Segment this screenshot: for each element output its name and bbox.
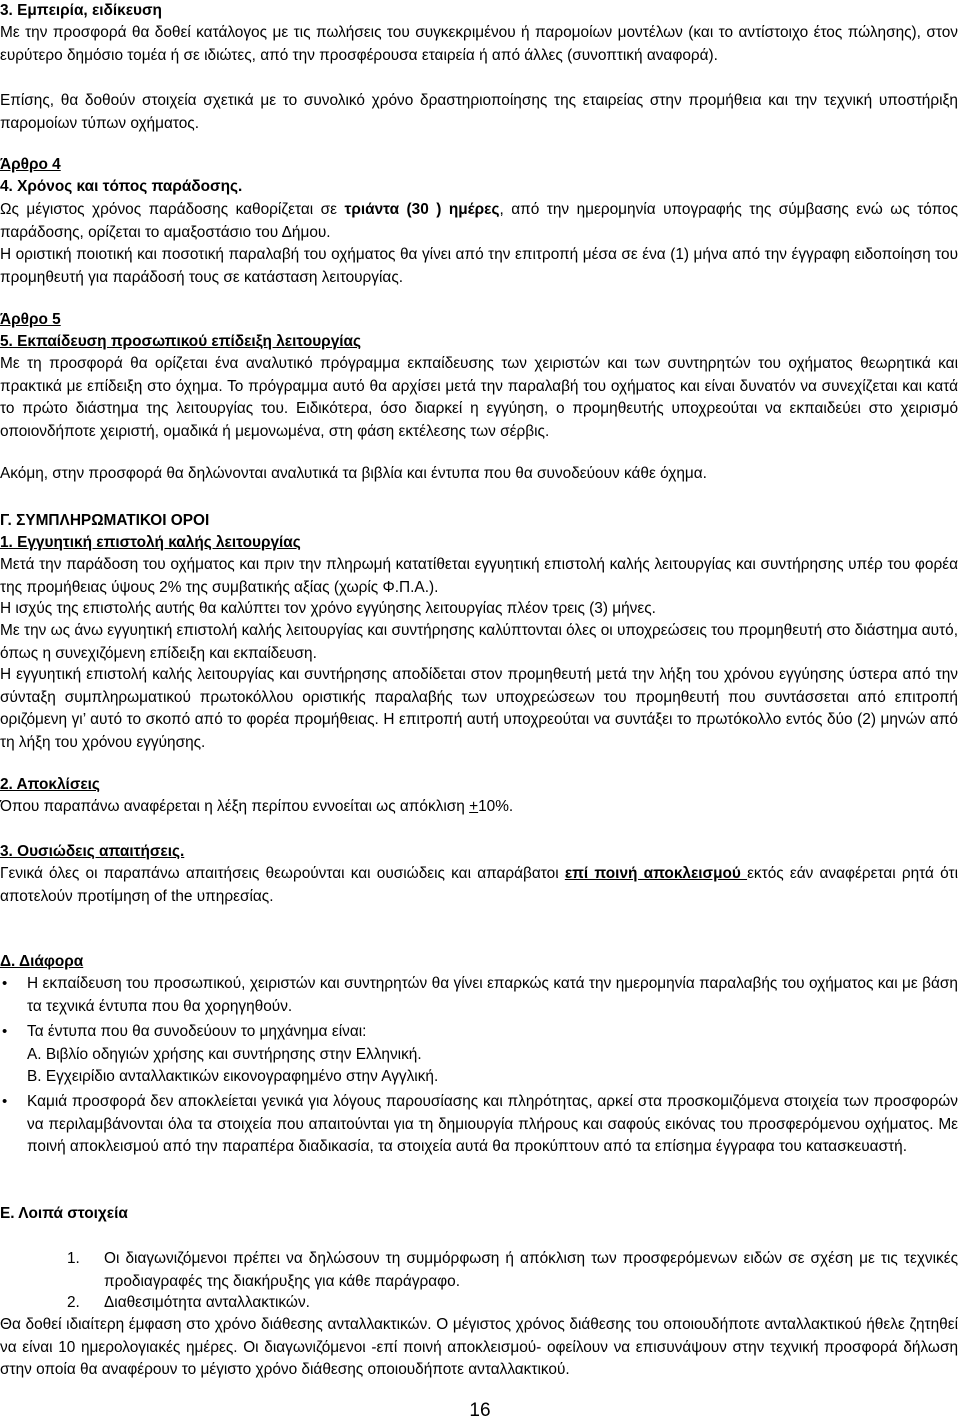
- guarantee-paragraph-2: Η ισχύς της επιστολής αυτής θα καλύπτει τον χρόνο εγγύησης λειτουργίας πλέον τρεις (3) μήνες.: [0, 600, 656, 617]
- essential-pre: Γενικά όλες οι παραπάνω απαιτήσεις θεωρούνται και ουσιώδεις και απαράβατοι: [0, 865, 565, 882]
- article-5-paragraph-2: Ακόμη, στην προσφορά θα δηλώνονται αναλυτικά τα βιβλία και έντυπα που θα συνοδεύουν κάθε όχημα.: [0, 465, 707, 482]
- list-item: [0, 973, 958, 1018]
- bullet-icon: •: [2, 1093, 8, 1110]
- bullet-icon: •: [2, 975, 8, 992]
- list-item: [0, 1021, 958, 1089]
- article-4-p1-post: , από την ημερομηνία υπογραφής της σύμβασης ενώ ως τόπος παράδοσης, ορίζεται το αμαξοστάσιο του Δήμου.: [0, 201, 959, 241]
- article-4-p1-pre: Ως μέγιστος χρόνος παράδοσης καθορίζεται σε: [0, 201, 345, 218]
- essential-post: εκτός εάν αναφέρεται ρητά ότι αποτελούν προτίμηση of the υπηρεσίας.: [0, 865, 958, 905]
- essential-requirements-title: 3. Ουσιώδεις απαιτήσεις.: [0, 843, 185, 860]
- article-5-label: Άρθρο 5: [0, 311, 61, 328]
- training-bullet: Η εκπαίδευση του προσωπικού, χειριστών και συντηρητών θα γίνει επαρκώς κατά την ημερομηνία παραλαβής του οχήματος και με βάση τα τεχνικά έντυπα που θα χορηγηθούν.: [27, 975, 958, 1015]
- essential-requirements-paragraph: [0, 863, 958, 908]
- section-g-heading: Γ. ΣΥΜΠΛΗΡΩΜΑΤΙΚΟΙ ΟΡΟΙ: [0, 512, 210, 529]
- section-3-paragraph-1: Με την προσφορά θα δοθεί κατάλογος με τις πωλήσεις του συγκεκριμένου ή παρομοίων μοντέλων (και το αντίστοιχο έτος πώλησης), στον ευρύτερο δημόσιο τομέα ή σε ιδιώτες, από την προσφέρουσα εταιρεία ή από άλλες (συνοπτική αναφορά).: [0, 24, 958, 64]
- deviations-title: 2. Αποκλίσεις: [0, 776, 100, 793]
- section-3-heading: 3. Εμπειρία, ειδίκευση: [0, 2, 162, 19]
- deviations-percent: 10%.: [478, 798, 514, 815]
- article-5-title: 5. Εκπαίδευση προσωπικού επίδειξη λειτουργίας: [0, 333, 361, 350]
- article-4-label: Άρθρο 4: [0, 156, 61, 173]
- article-4-paragraph-2: Η οριστική ποιοτική και ποσοτική παραλαβή του οχήματος θα γίνει από την επιτροπή μέσα σε ένα (1) μήνα από την έγγραφη ειδοποίηση του προμηθευτή για παράδοσή τους σε κατάσταση λειτουργίας.: [0, 246, 958, 286]
- article-4-title: 4. Χρόνος και τόπος παράδοσης.: [0, 178, 243, 195]
- article-5-paragraph-1: Με τη προσφορά θα ορίζεται ένα αναλυτικό πρόγραμμα εκπαίδευσης των χειριστών και των συντηρητών του οχήματος θεωρητικά και πρακτικά με επίδειξη στο όχημα. Το πρόγραμμα αυτό θα αρχίσει μετά την παραλαβή του οχήματος και είναι δυνατόν να συνεχίζεται και κατά το πρώτο διάστημα της λειτουργίας του. Ειδικότερα, όσο διαρκεί η εγγύηση, ο προμηθευτής υποχρεούται να εκπαιδεύει στο χειρισμό οποιονδήποτε χειριστή, ομαδικά ή μεμονωμένα, στη φάση εκτέλεσης των σέρβις.: [0, 355, 958, 440]
- spare-parts-item: Διαθεσιμότητα ανταλλακτικών.: [104, 1294, 310, 1311]
- offers-bullet: Καμιά προσφορά δεν αποκλείεται γενικά για λόγους παρουσίασης και πληρότητας, αρκεί στα προσκομιζόμενα στοιχεία των προσφορών να περιλαμβάνονται όλα τα στοιχεία που απαιτούνται για τη δημιουργία πλήρους και σαφούς εικόνας του προσφερόμενου οχήματος. Με ποινή αποκλεισμού από την παραπέρα διαδικασία, τα στοιχεία αυτά θα προκύπτουν από τα επίσημα έγγραφα του κατασκευαστή.: [27, 1093, 958, 1155]
- plus-minus-sign: +: [469, 798, 479, 815]
- deviations-text: Όπου παραπάνω αναφέρεται η λέξη περίπου εννοείται ως απόκλιση: [0, 798, 470, 815]
- manual-item-b: Β. Εγχειρίδιο ανταλλακτικών εικονογραφημένο στην Αγγλική.: [27, 1068, 439, 1085]
- compliance-item: Οι διαγωνιζόμενοι πρέπει να δηλώσουν τη συμμόρφωση ή απόκλιση των προσφερόμενων ειδών σε σχέση με τις τεχνικές προδιαγραφές της διακήρυξης για κάθε παράγραφο.: [104, 1250, 958, 1290]
- manuals-bullet: Τα έντυπα που θα συνοδεύουν το μηχάνημα είναι:: [27, 1023, 367, 1040]
- delivery-days: τριάντα (30 ) ημέρες: [344, 201, 500, 218]
- list-item: [0, 1091, 958, 1159]
- item-number: 2.: [67, 1294, 80, 1311]
- manual-item-a: Α. Βιβλίο οδηγιών χρήσης και συντήρησης στην Ελληνική.: [27, 1045, 422, 1063]
- deviations-paragraph: [0, 796, 958, 819]
- guarantee-paragraph-1: Μετά την παράδοση του οχήματος και πριν την πληρωμή κατατίθεται εγγυητική επιστολή καλής λειτουργίας και συντήρησης υπέρ του φορέα της προμήθειας ύψους 2% της συμβατικής αξίας (χωρίς Φ.Π.Α.).: [0, 556, 958, 596]
- guarantee-letter-title: 1. Εγγυητική επιστολή καλής λειτουργίας: [0, 534, 301, 551]
- article-4-paragraph-1: [0, 199, 958, 244]
- guarantee-paragraph-4: Η εγγυητική επιστολή καλής λειτουργίας και συντήρησης αποδίδεται στον προμηθευτή μετά την λήξη του χρόνου εγγύησης ύστερα από την σύνταξη συμπληρωματικού πρωτοκόλλου οριστικής παραλαβής των υποχρεώσεων του προμηθευτή που συντάσσεται από επιτροπή οριζόμενη γι’ αυτό το σκοπό από το φορέα προμήθειας. Η επιτροπή αυτή υποχρεούται να συντάξει το πρωτόκολλο εντός δύο (2) μηνών από τη λήξη του χρόνου εγγύησης.: [0, 666, 958, 751]
- section-3-paragraph-2: Επίσης, θα δοθούν στοιχεία σχετικά με το συνολικό χρόνο δραστηριοποίησης της εταιρείας στην προμήθεια και την τεχνική υποστήριξη παρομοίων τύπων οχήματος.: [0, 92, 958, 132]
- list-item: [0, 1292, 958, 1315]
- guarantee-paragraph-3: Με την ως άνω εγγυητική επιστολή καλής λειτουργίας και συντήρησης καλύπτονται όλες οι υποχρεώσεις του προμηθευτή στο διάστημα αυτό, όπως η συνεχιζόμενη επίδειξη και εκπαίδευση.: [0, 622, 958, 662]
- bullet-icon: •: [2, 1023, 8, 1040]
- spare-parts-paragraph: Θα δοθεί ιδιαίτερη έμφαση στο χρόνο διάθεσης ανταλλακτικών. Ο μέγιστος χρόνος διάθεσης του οποιουδήποτε ανταλλακτικού ήθελε ζητηθεί να είναι 10 ημερολογιακές ημέρες. Οι διαγωνιζόμενοι -επί ποινή αποκλεισμού- οφείλουν να επισυνάψουν στην τεχνική προσφορά δήλωση στην οποία θα αναφέρουν το μέγιστο χρόνο διάθεσης οποιουδήποτε ανταλλακτικού.: [0, 1316, 958, 1378]
- item-number: 1.: [67, 1250, 80, 1267]
- section-d-heading: Δ. Διάφορα: [0, 953, 84, 970]
- section-e-heading: Ε. Λοιπά στοιχεία: [0, 1205, 128, 1222]
- list-item: [0, 1248, 958, 1293]
- exclusion-penalty: επί ποινή αποκλεισμού: [564, 865, 748, 882]
- page-number: 16: [469, 1400, 491, 1421]
